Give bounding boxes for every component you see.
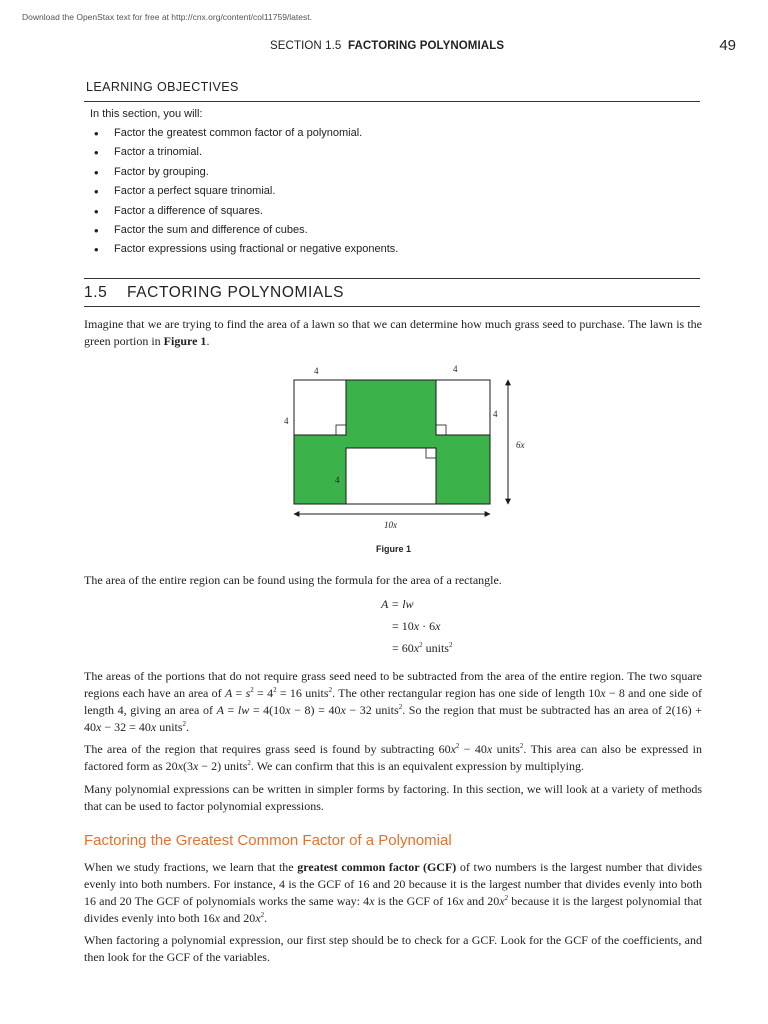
- divider: [84, 306, 700, 307]
- section-label: SECTION 1.5: [270, 40, 342, 52]
- divider: [84, 278, 700, 279]
- learning-objectives-title: LEARNING OBJECTIVES: [86, 80, 239, 94]
- list-item: • Factor the sum and difference of cubes.: [94, 223, 398, 242]
- learning-objectives-list: [94, 126, 398, 262]
- list-item: • Factor a trinomial.: [94, 145, 398, 164]
- inner-rectangle-region: [346, 448, 436, 504]
- left-square-region: [294, 380, 346, 435]
- page-number: 49: [719, 37, 736, 54]
- divider: [84, 101, 700, 102]
- many-polynomials-paragraph: Many polynomial expressions can be written in simpler forms by factoring. In this section, we will look at a variety of methods that can be used to factor polynomial expressions.: [84, 782, 702, 813]
- list-item: • Factor the greatest common factor of a polynomial.: [94, 126, 398, 145]
- label-top-right: 4: [453, 364, 458, 374]
- gcf-paragraph: When we study fractions, we learn that the greatest common factor (GCF) of two numbers is the largest number that divides evenly into both numbers. For instance, 4 is the GCF of 16 and 20 because it is the largest number that divides evenly into both 16 and 20 The GCF of polynomials works the same way: 4x is the GCF of 16x and $20x^2$ because it is the largest polynomial that divides evenly into both 16x and $20x^2$.: [84, 860, 703, 925]
- right-square-region: [436, 380, 490, 435]
- equation-line-3: = $60x^2$ units$^2$: [392, 641, 453, 655]
- portions-paragraph: The areas of the portions that do not require grass seed need to be subtracted from the area of the entire region. The two square regions each have an area of $A = s^2 = 4^2 = 16$ units$^2$. The other rectangular region has one side of length 10x − 8 and one side of length 4, giving an area of A = lw = 4(10x − 8) = 40x − 32 units$^2$. So the region that must be subtracted has an area of 2(16) + 40x − 32 = 40x units$^2$.: [84, 669, 702, 734]
- label-right-side: 4: [493, 409, 498, 419]
- learning-objectives-intro: In this section, you will:: [90, 108, 203, 120]
- download-note: Download the OpenStax text for free at http://cnx.org/content/col11759/latest.: [22, 12, 312, 22]
- list-item: • Factor a difference of squares.: [94, 204, 398, 223]
- label-top-left: 4: [314, 366, 319, 376]
- figure-caption: Figure 1: [376, 544, 412, 554]
- list-item: • Factor by grouping.: [94, 165, 398, 184]
- section-name: FACTORING POLYNOMIALS: [348, 40, 505, 52]
- list-item: • Factor a perfect square trinomial.: [94, 184, 398, 203]
- equation-line-1: A = lw: [381, 597, 414, 611]
- section-title-text: FACTORING POLYNOMIALS: [127, 284, 345, 301]
- figure-reference[interactable]: Figure 1: [163, 334, 207, 348]
- label-height: 6x: [516, 440, 525, 450]
- label-left-side: 4: [284, 416, 289, 426]
- label-width: 10x: [384, 520, 397, 530]
- when-factoring-paragraph: When factoring a polynomial expression, our first step should be to check for a GCF. Look for the GCF of the coefficients, and then look for the GCF of the variables.: [84, 933, 702, 964]
- lawn-figure: [280, 362, 540, 537]
- lawn-diagram: [280, 362, 540, 532]
- section-title: [84, 284, 344, 302]
- section-number: 1.5: [84, 284, 108, 301]
- area-sentence: The area of the entire region can be found using the formula for the area of a rectangle.: [84, 573, 502, 587]
- running-header: [270, 40, 504, 52]
- list-item: • Factor expressions using fractional or negative exponents.: [94, 242, 398, 261]
- equation-line-2: = 10x · 6x: [392, 619, 441, 633]
- subsection-title: Factoring the Greatest Common Factor of a Polynomial: [84, 832, 452, 849]
- label-inner-bottom: 4: [335, 475, 340, 485]
- intro-paragraph: Imagine that we are trying to find the area of a lawn so that we can determine how much grass seed to purchase. The lawn is the green portion in Figure 1.: [84, 317, 702, 348]
- subtract-paragraph: The area of the region that requires grass seed is found by subtracting $60x^2 - 40x$ units$^2$. This area can also be expressed in factored form as 20x(3x − 2) units$^2$. We can confirm that this is an equivalent expression by multiplying.: [84, 742, 702, 773]
